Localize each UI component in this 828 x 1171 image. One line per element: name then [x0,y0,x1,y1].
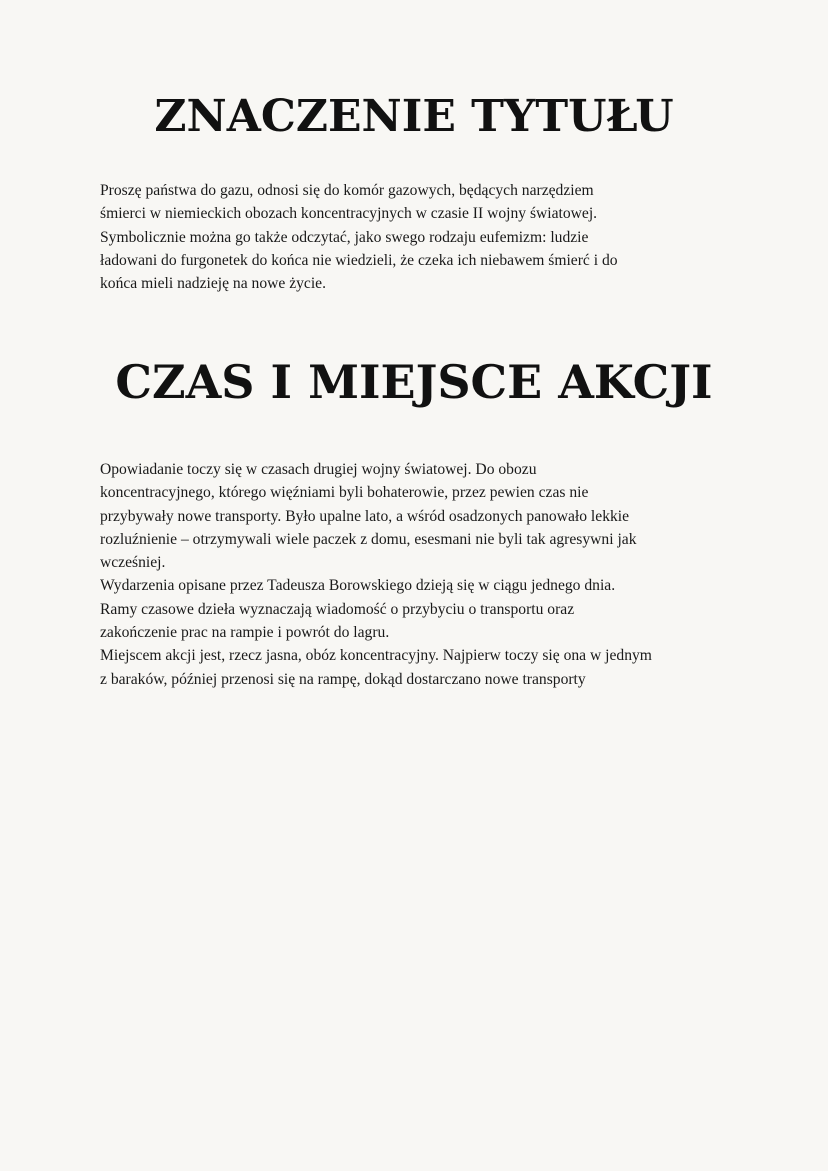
text-line: rozluźnienie – otrzymywali wiele paczek z domu, esesmani nie byli tak agresywni jak [100,530,637,548]
text-line: Proszę państwa do gazu, odnosi się do komór gazowych, będących narzędziem [100,182,594,199]
text-line: końca mieli nadzieję na nowe życie. [100,275,327,293]
paragraph-znaczenie-tytulu [100,179,750,295]
text-line: zakończenie prac na rampie i powrót do lagru. [100,624,390,642]
paragraph-czas-i-miejsce-akcji [100,458,750,691]
text-line: śmierci w niemieckich obozach koncentracyjnych w czasie II wojny światowej. [100,205,598,223]
text-line: z baraków, później przenosi się na rampę, dokąd dostarczano nowe transporty [100,670,586,688]
section-title-czas-i-miejsce-akcji: CZAS I MIEJSCE AKCJI [115,355,713,409]
text-line: wcześniej. [100,554,166,572]
text-line: Miejscem akcji jest, rzecz jasna, obóz koncentracyjny. Najpierw toczy się ona w jednym [100,647,652,665]
text-line: Ramy czasowe dzieła wyznaczają wiadomość o przybyciu o transportu oraz [100,600,575,618]
section-title-znaczenie-tytulu: ZNACZENIE TYTUŁU [154,91,674,142]
text-line: Opowiadanie toczy się w czasach drugiej wojny światowej. Do obozu [100,461,537,478]
text-line: przybywały nowe transporty. Było upalne lato, a wśród osadzonych panowało lekkie [100,507,630,525]
text-line: koncentracyjnego, którego więźniami byli bohaterowie, przez pewien czas nie [100,484,589,502]
text-line: Symbolicznie można go także odczytać, jako swego rodzaju eufemizm: ludzie [100,228,589,246]
text-line: Wydarzenia opisane przez Tadeusza Borowskiego dzieją się w ciągu jednego dnia. [100,577,616,595]
text-line: ładowani do furgonetek do końca nie wiedzieli, że czeka ich niebawem śmierć i do [100,251,618,269]
